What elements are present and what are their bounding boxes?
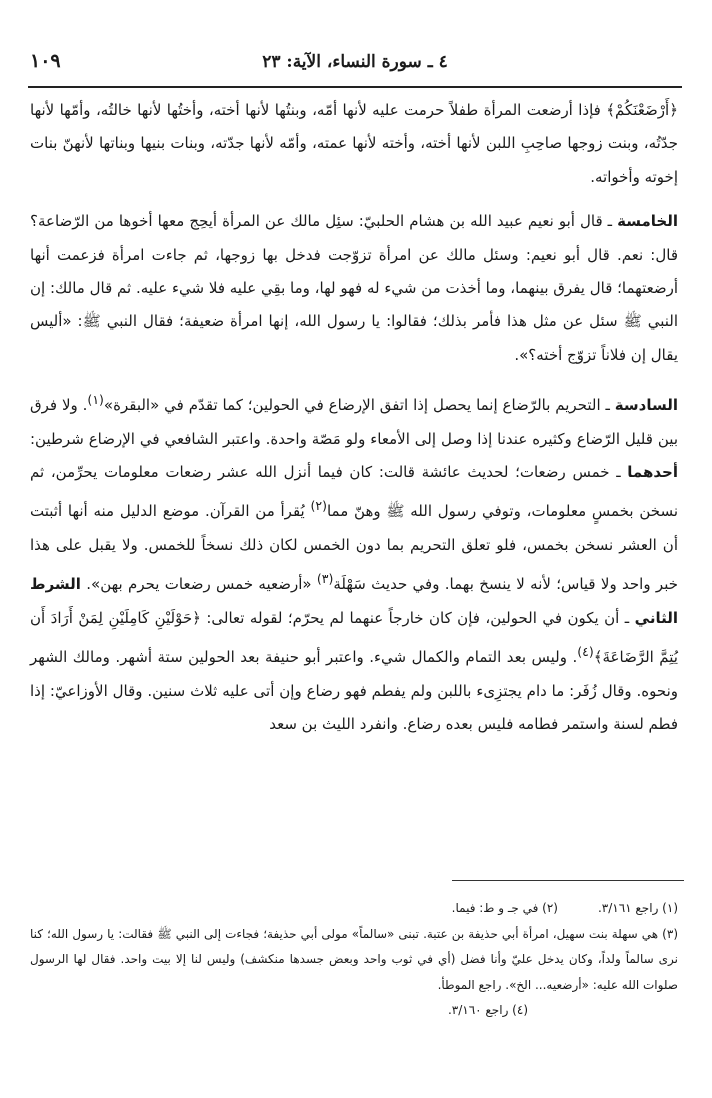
footnote-ref-4[interactable]: (٤) xyxy=(577,644,594,660)
main-text xyxy=(30,94,678,741)
footnote-1: (١) راجع ٣/١٦١. xyxy=(597,901,678,915)
paragraph-3 xyxy=(30,383,678,741)
footnote-ref-2[interactable]: (٢) xyxy=(310,498,327,514)
footnote-2: (٢) في جـ و ط: فيما. xyxy=(451,901,558,915)
page-number: ١٠٩ xyxy=(30,50,61,72)
footnote-rule xyxy=(452,880,684,881)
page-header xyxy=(28,50,682,90)
condition-label-second: الشرط الثاني xyxy=(30,575,678,627)
section-label-fifth: الخامسة xyxy=(617,212,678,231)
quran-quote: ﴿أَرْضَعْنَكُمْ﴾ xyxy=(606,101,678,119)
paragraph-text: «أرضعيه خمس رضعات يحرم بهن». xyxy=(80,575,317,594)
running-title: ٤ ـ سورة النساء، الآية: ٢٣ xyxy=(262,52,448,72)
paragraph-text: فإذا أرضعت المرأة طفلاً حرمت عليه لأنها أمّه، وبنتُها لأنها أخته، وأختُها لأنها خالتُه، وأمّها لأنها جدّتُه، وبنت زوجها صاحِبِ اللبن لأنها أخته، وأخته لأنها عمته، وأمّه لأنها جدّته، وبنات بنيها وبناتها لأنهنّ بنات إخوته وأخواته. xyxy=(30,101,678,186)
section-label-sixth: السادسة xyxy=(614,396,679,415)
condition-label-first: أحدهما xyxy=(627,463,678,482)
paragraph-text: . ولا فرق بين قليل الرّضاع وكثيره عندنا إذا وصل إلى الأمعاء ولو مَصّة واحدة. واعتبر الشافعي في الإرضاع شرطين: xyxy=(30,396,678,448)
footnote-row xyxy=(30,896,678,922)
footnotes xyxy=(30,896,678,1024)
quran-quote: ﴿حَوْلَيْنِ كَامِلَيْنِ لِمَنْ أَرَادَ أَن يُتِمَّ الرَّضَاعَةَ﴾ xyxy=(30,608,678,667)
paragraph-text: ـ التحريم بالرّضاع إنما يحصل إذا اتفق الإرضاع في الحولين؛ كما تقدّم في «البقرة» xyxy=(103,396,615,415)
footnote-ref-1[interactable]: (١) xyxy=(87,392,104,408)
paragraph-text: يُقرأ من القرآن. موضع الدليل منه أنها أثبتت أن العشر نسخن بخمس، فلو تعلق التحريم بما دون الخمس لكان ذلك نسخاً للخمس. ولا يقبل على هذا خبر واحد ولا قياس؛ لأنه لا ينسخ بهما. وفي حديث سَهْلَة xyxy=(30,502,678,594)
footnote-3: (٣) هي سهلة بنت سهيل، امرأة أبي حذيفة بن عتبة. تبنى «سالماً» مولى أبي حذيفة؛ فجاءت إلى النبي ﷺ فقالت: يا رسول الله؛ كنا نرى سالماً ولداً، وكان يدخل عليّ وأنا فضل (أي في ثوب واحد وبعض جسدها منكشف) وليس لنا إلا بيت واحد. فقال لها الرسول صلوات الله عليه: «أرضعيه... الخ». راجع الموطأ. xyxy=(30,926,678,992)
paragraph-text: . وليس بعد التمام والكمال شيء. واعتبر أبو حنيفة بعد الحولين ستة أشهر. ومالك الشهر ونحوه. وقال زُفَر: ما دام يجتزِىء باللبن ولم يفطم فهو رضاع وإن أتى عليه ثلاث سنين. وقال الأوزاعيّ: إذا فطم لسنة واستمر فطامه فليس بعده رضاع. وانفرد الليث بن سعد xyxy=(30,648,678,733)
paragraph-1 xyxy=(30,94,678,194)
paragraph-2 xyxy=(30,205,678,372)
header-rule xyxy=(28,86,682,88)
paragraph-text: ـ خمس رضعات؛ لحديث عائشة قالت: كان فيما أنزل الله عشر رضعات معلومات يحرِّمن، ثم نسخن بخمسٍ معلومات، وتوفي رسول الله ﷺ وهنّ مما xyxy=(30,463,678,521)
footnote-4: (٤) راجع ٣/١٦٠. xyxy=(447,1003,528,1018)
footnote-ref-3[interactable]: (٣) xyxy=(316,571,334,587)
paragraph-text: ـ أن يكون في الحولين، فإن كان خارجاً عنهما لم يحرّم؛ لقوله تعالى: xyxy=(200,608,635,627)
paragraph-text: ـ قال أبو نعيم عبيد الله بن هشام الحلبيّ: سئِل مالك عن المرأة أيحِج معها أخوها من الرّضاعة؟ قال: نعم. قال أبو نعيم: وسئل مالك عن امرأة تزوّجت فدخل بها زوجها، ثم جاءت امرأة فزعمت أنها أرضعتهما؛ قال يفرق بينهما، وما أخذت من شيء له فهو لها، وما بقِي عليه فلا شيء عليه. ثم قال مالك: إن النبي ﷺ سئل عن مثل هذا فأمر بذلك؛ فقالوا: يا رسول الله، إنها امرأة ضعيفة؛ فقال النبي ﷺ: «أليس يقال إن فلاناً تزوّج أخته؟». xyxy=(30,212,678,364)
